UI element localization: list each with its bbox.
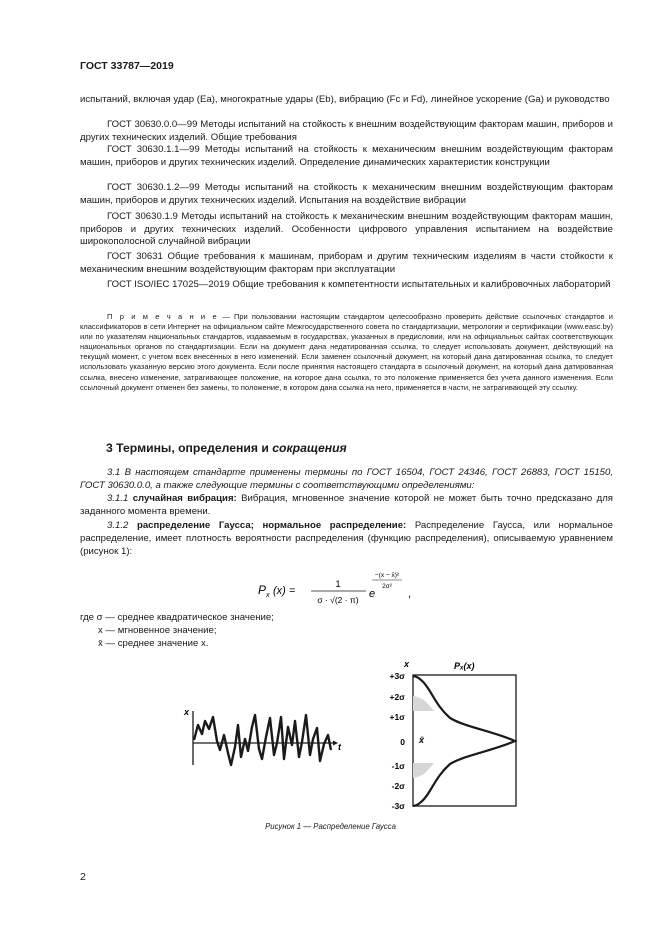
tick-zero: 0	[400, 737, 405, 747]
definition: Распределение Гаусса, или нормальное распределение, имеет плотность вероятности распределения (функцию распределения), описываемую уравнением (рисунок 1):	[80, 520, 613, 557]
clause-number: 3.1.2	[107, 520, 129, 531]
where-x: x — мгновенное значение;	[98, 625, 217, 636]
gauss-formula	[0, 565, 661, 607]
gauss-density-curve	[413, 676, 515, 806]
where-sigma: где σ — среднее квадратическое значение;	[80, 612, 274, 623]
page-header: ГОСТ 33787—2019	[80, 60, 174, 72]
clause-3-1: 3.1 В настоящем стандарте применены термины по ГОСТ 16504, ГОСТ 24346, ГОСТ 26883, ГОСТ 15150, ГОСТ 30630.0.0, а также следующие термины с соответствующими определениями:	[80, 467, 613, 491]
figure-caption: Рисунок 1 — Распределение Гаусса	[265, 822, 396, 831]
tick-minus-3sigma: -3σ	[391, 801, 405, 811]
tick-plus-1sigma: +1σ	[389, 712, 405, 722]
exponent-numerator: −(x − x̄)²	[374, 572, 400, 579]
clause-3-1-1	[80, 493, 613, 519]
section-title-italic: сокращения	[272, 441, 347, 455]
exponent-denominator: 2σ²	[382, 583, 392, 590]
tick-plus-3sigma: +3σ	[389, 671, 405, 681]
clause-3-1-2	[80, 520, 613, 558]
signal-t-label: t	[338, 742, 341, 752]
formula-arg: (x) =	[273, 585, 296, 597]
where-mean: x̄ — среднее значение x.	[98, 638, 209, 649]
ref-gost-30630-1-2: ГОСТ 30630.1.2—99 Методы испытаний на стойкость к механическим внешним воздействующим факторам машин, приборов и других технических изделий. Испытания на воздействие вибрации	[80, 182, 613, 206]
definition: Вибрация, мгновенное значение которой не может быть точно предсказано для заданного момента времени.	[80, 493, 613, 517]
ref-gost-30630-1-9: ГОСТ 30630.1.9 Методы испытаний на стойкость к механическим внешним воздействующим факторам машин, приборов и других технических изделий. Особенности цифрового управления испытанием на воздействие широкополосной случайной вибрации	[80, 211, 613, 248]
reference-note	[80, 312, 613, 393]
signal-x-label: x	[184, 707, 190, 717]
random-vibration-signal	[194, 715, 331, 765]
note-text: — При пользовании настоящим стандартом целесообразно проверить действие ссылочных стандартов и классификаторов в сети Интернет на официальном сайте Межгосударственного совета по стандартизации, метрологии и сертификации (www.easc.by) или по указателям национальных стандартов, издаваемым в государствах, указанных в предисловии, или на официальных сайтах соответствующих национальных органов по стандартизации. Если на документ дана недатированная ссылка, то следует использовать документ, действующий на текущий момент, с учетом всех внесенных в него изменений. Если заменен ссылочный документ, на который дана датированная ссылка, то следует использовать указанную версию этого документа. Если после принятия настоящего стандарта в ссылочный документ, на который дана датированная ссылка, внесено изменение, затрагивающее положение, на которое дана ссылка, то это положение применяется без учета данного изменения. Если ссылочный документ отменен без замены, то положение, в котором дана ссылка на него, применяется в части, не затрагивающей эту ссылку.	[80, 312, 613, 392]
figure-gauss	[0, 655, 661, 817]
gauss-x-label: x	[404, 659, 410, 669]
formula-e: e	[369, 588, 376, 600]
section-title	[106, 441, 347, 455]
clause-number: 3.1.1	[107, 493, 129, 504]
gauss-frame	[413, 675, 516, 806]
ref-gost-30630-1-1: ГОСТ 30630.1.1—99 Методы испытаний на стойкость к механическим внешним воздействующим факторам машин, приборов и других технических изделий. Определение динамических характеристик конструкции	[80, 144, 613, 168]
formula-numerator: 1	[335, 579, 341, 590]
mean-label: x̄	[419, 735, 425, 745]
note-label: П р и м е ч а н и е	[107, 312, 219, 321]
ref-gost-30631: ГОСТ 30631 Общие требования к машинам, приборам и другим техническим изделиям в части стойкости к механическим внешним воздействующим факторам при эксплуатации	[80, 251, 613, 275]
page-number: 2	[80, 871, 86, 883]
tick-minus-2sigma: -2σ	[391, 781, 405, 791]
formula-denominator: σ · √(2 · π)	[317, 595, 359, 605]
term: случайная вибрация:	[132, 493, 237, 504]
shade-upper-tail	[413, 696, 434, 711]
formula-p: P	[258, 583, 267, 597]
formula-tail: ,	[408, 588, 412, 600]
tick-plus-2sigma: +2σ	[389, 692, 405, 702]
ref-gost-30630-0-0: ГОСТ 30630.0.0—99 Методы испытаний на стойкость к внешним воздействующим факторам машин, приборов и других технических изделий. Общие требования	[80, 119, 613, 143]
tick-minus-1sigma: -1σ	[391, 761, 405, 771]
section-title-main: 3 Термины, определения и	[106, 441, 273, 455]
gauss-title: Pₓ(x)	[454, 661, 475, 671]
term: распределение Гаусса; нормальное распределение:	[136, 520, 407, 531]
shade-lower-tail	[413, 763, 434, 778]
ref-gost-iso-17025: ГОСТ ISO/IEC 17025—2019 Общие требования к компетентности испытательных и калибровочных лабораторий	[107, 279, 611, 290]
formula-p-sub: x	[266, 592, 270, 599]
ref-continuation: испытаний, включая удар (Ea), многократные удары (Eb), вибрацию (Fc и Fd), линейное ускорение (Ga) и руководство	[80, 94, 610, 105]
